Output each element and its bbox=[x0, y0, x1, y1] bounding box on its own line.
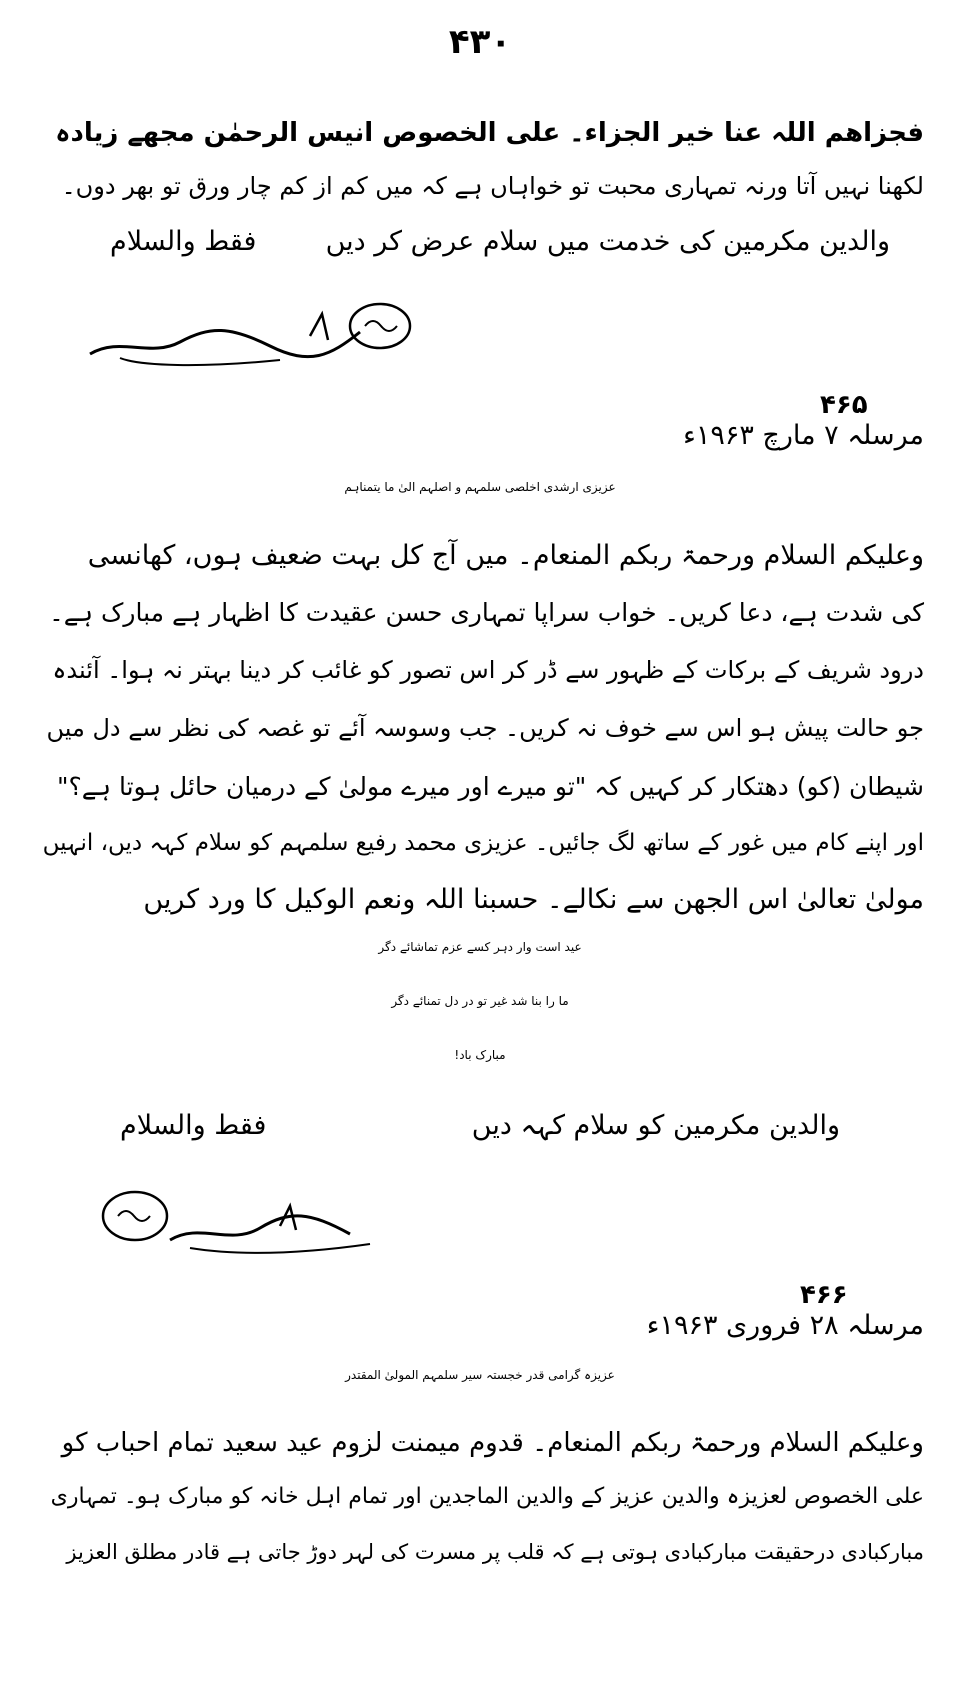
text-line: مولیٰ تعالیٰ اس الجھن سے نکالے۔ حسبنا اللہ ونعم الوکیل کا ورد کریں bbox=[143, 884, 924, 915]
text-line: وعلیکم السلام ورحمۃ ربکم المنعام۔ قدوم میمنت لزوم عید سعید تمام احباب کو bbox=[61, 1428, 924, 1458]
salutation: عزیزہ گرامی قدر خجستہ سیر سلمہم المولیٰ المقتدر bbox=[345, 1368, 615, 1382]
dateline: مرسلہ ۷ مارچ ۱۹۶۳ء bbox=[683, 420, 924, 451]
page-number: ۴۳۰ bbox=[448, 22, 512, 62]
text-line: وعلیکم السلام ورحمۃ ربکم المنعام۔ میں آج کل بہت ضعیف ہوں، کھانسی bbox=[87, 540, 924, 571]
text-line: مبارکبادی درحقیقت مبارکبادی ہوتی ہے کہ قلب پر مسرت کی لہر دوڑ جاتی ہے قادر مطلق العزیز bbox=[66, 1540, 924, 1564]
closing-greeting: والدین مکرمین کو سلام کہہ دیں bbox=[471, 1110, 840, 1141]
text-line: درود شریف کے برکات کے ظہور سے ڈر کر اس تصور کو غائب کر دینا بہتر نہ ہوا۔ آئندہ bbox=[52, 656, 924, 684]
signature-icon bbox=[80, 296, 420, 376]
text-line: جو حالت پیش ہو اس سے خوف نہ کریں۔ جب وسوسہ آئے تو غصہ کی نظر سے دل میں bbox=[46, 714, 924, 742]
signature-icon bbox=[80, 1182, 400, 1262]
closing-salutation: فقط والسلام bbox=[110, 226, 257, 257]
text-line: فجزاھم اللہ عنا خیر الجزاء۔ علی الخصوص انیس الرحمٰن مجھے زیادہ bbox=[55, 118, 924, 148]
letter-number: ۴۶۶ bbox=[800, 1280, 848, 1310]
text-line: کی شدت ہے، دعا کریں۔ خواب سراپا تمہاری حسن عقیدت کا اظہار ہے مبارک ہے۔ bbox=[49, 598, 924, 627]
salutation: عزیزی ارشدی اخلصی سلمہم و اصلہم الیٰ ما یتمناہم bbox=[344, 480, 616, 494]
letter-number: ۴۶۵ bbox=[820, 390, 868, 420]
verse-line: ما را بنا شد غیر تو در دل تمنائے دگر bbox=[391, 994, 569, 1008]
dateline: مرسلہ ۲۸ فروری ۱۹۶۳ء bbox=[646, 1310, 924, 1341]
closing-salutation: فقط والسلام bbox=[120, 1110, 267, 1141]
text-line: اور اپنے کام میں غور کے ساتھ لگ جائیں۔ عزیزی محمد رفیع سلمہم کو سلام کہہ دیں، انہیں bbox=[42, 830, 924, 856]
closing-greeting: والدین مکرمین کی خدمت میں سلام عرض کر دیں bbox=[325, 226, 890, 257]
verse-line: عید است وار دہر کسے عزم تماشائے دگر bbox=[378, 940, 582, 954]
text-line: شیطان (کو) دھتکار کر کہیں کہ "تو میرے اور میرے مولیٰ کے درمیان حائل ہوتا ہے؟" bbox=[56, 772, 924, 801]
signature bbox=[80, 296, 420, 380]
text-line: علی الخصوص لعزیزہ والدین عزیز کے والدین الماجدین اور تمام اہل خانہ کو مبارک ہو۔ تمہاری bbox=[50, 1484, 924, 1509]
text-line: لکھنا نہیں آتا ورنہ تمہاری محبت تو خواہاں ہے کہ میں کم از کم چار ورق تو بھر دوں۔ bbox=[61, 172, 924, 200]
signature bbox=[80, 1182, 400, 1266]
verse-line: مبارک باد! bbox=[454, 1048, 506, 1062]
